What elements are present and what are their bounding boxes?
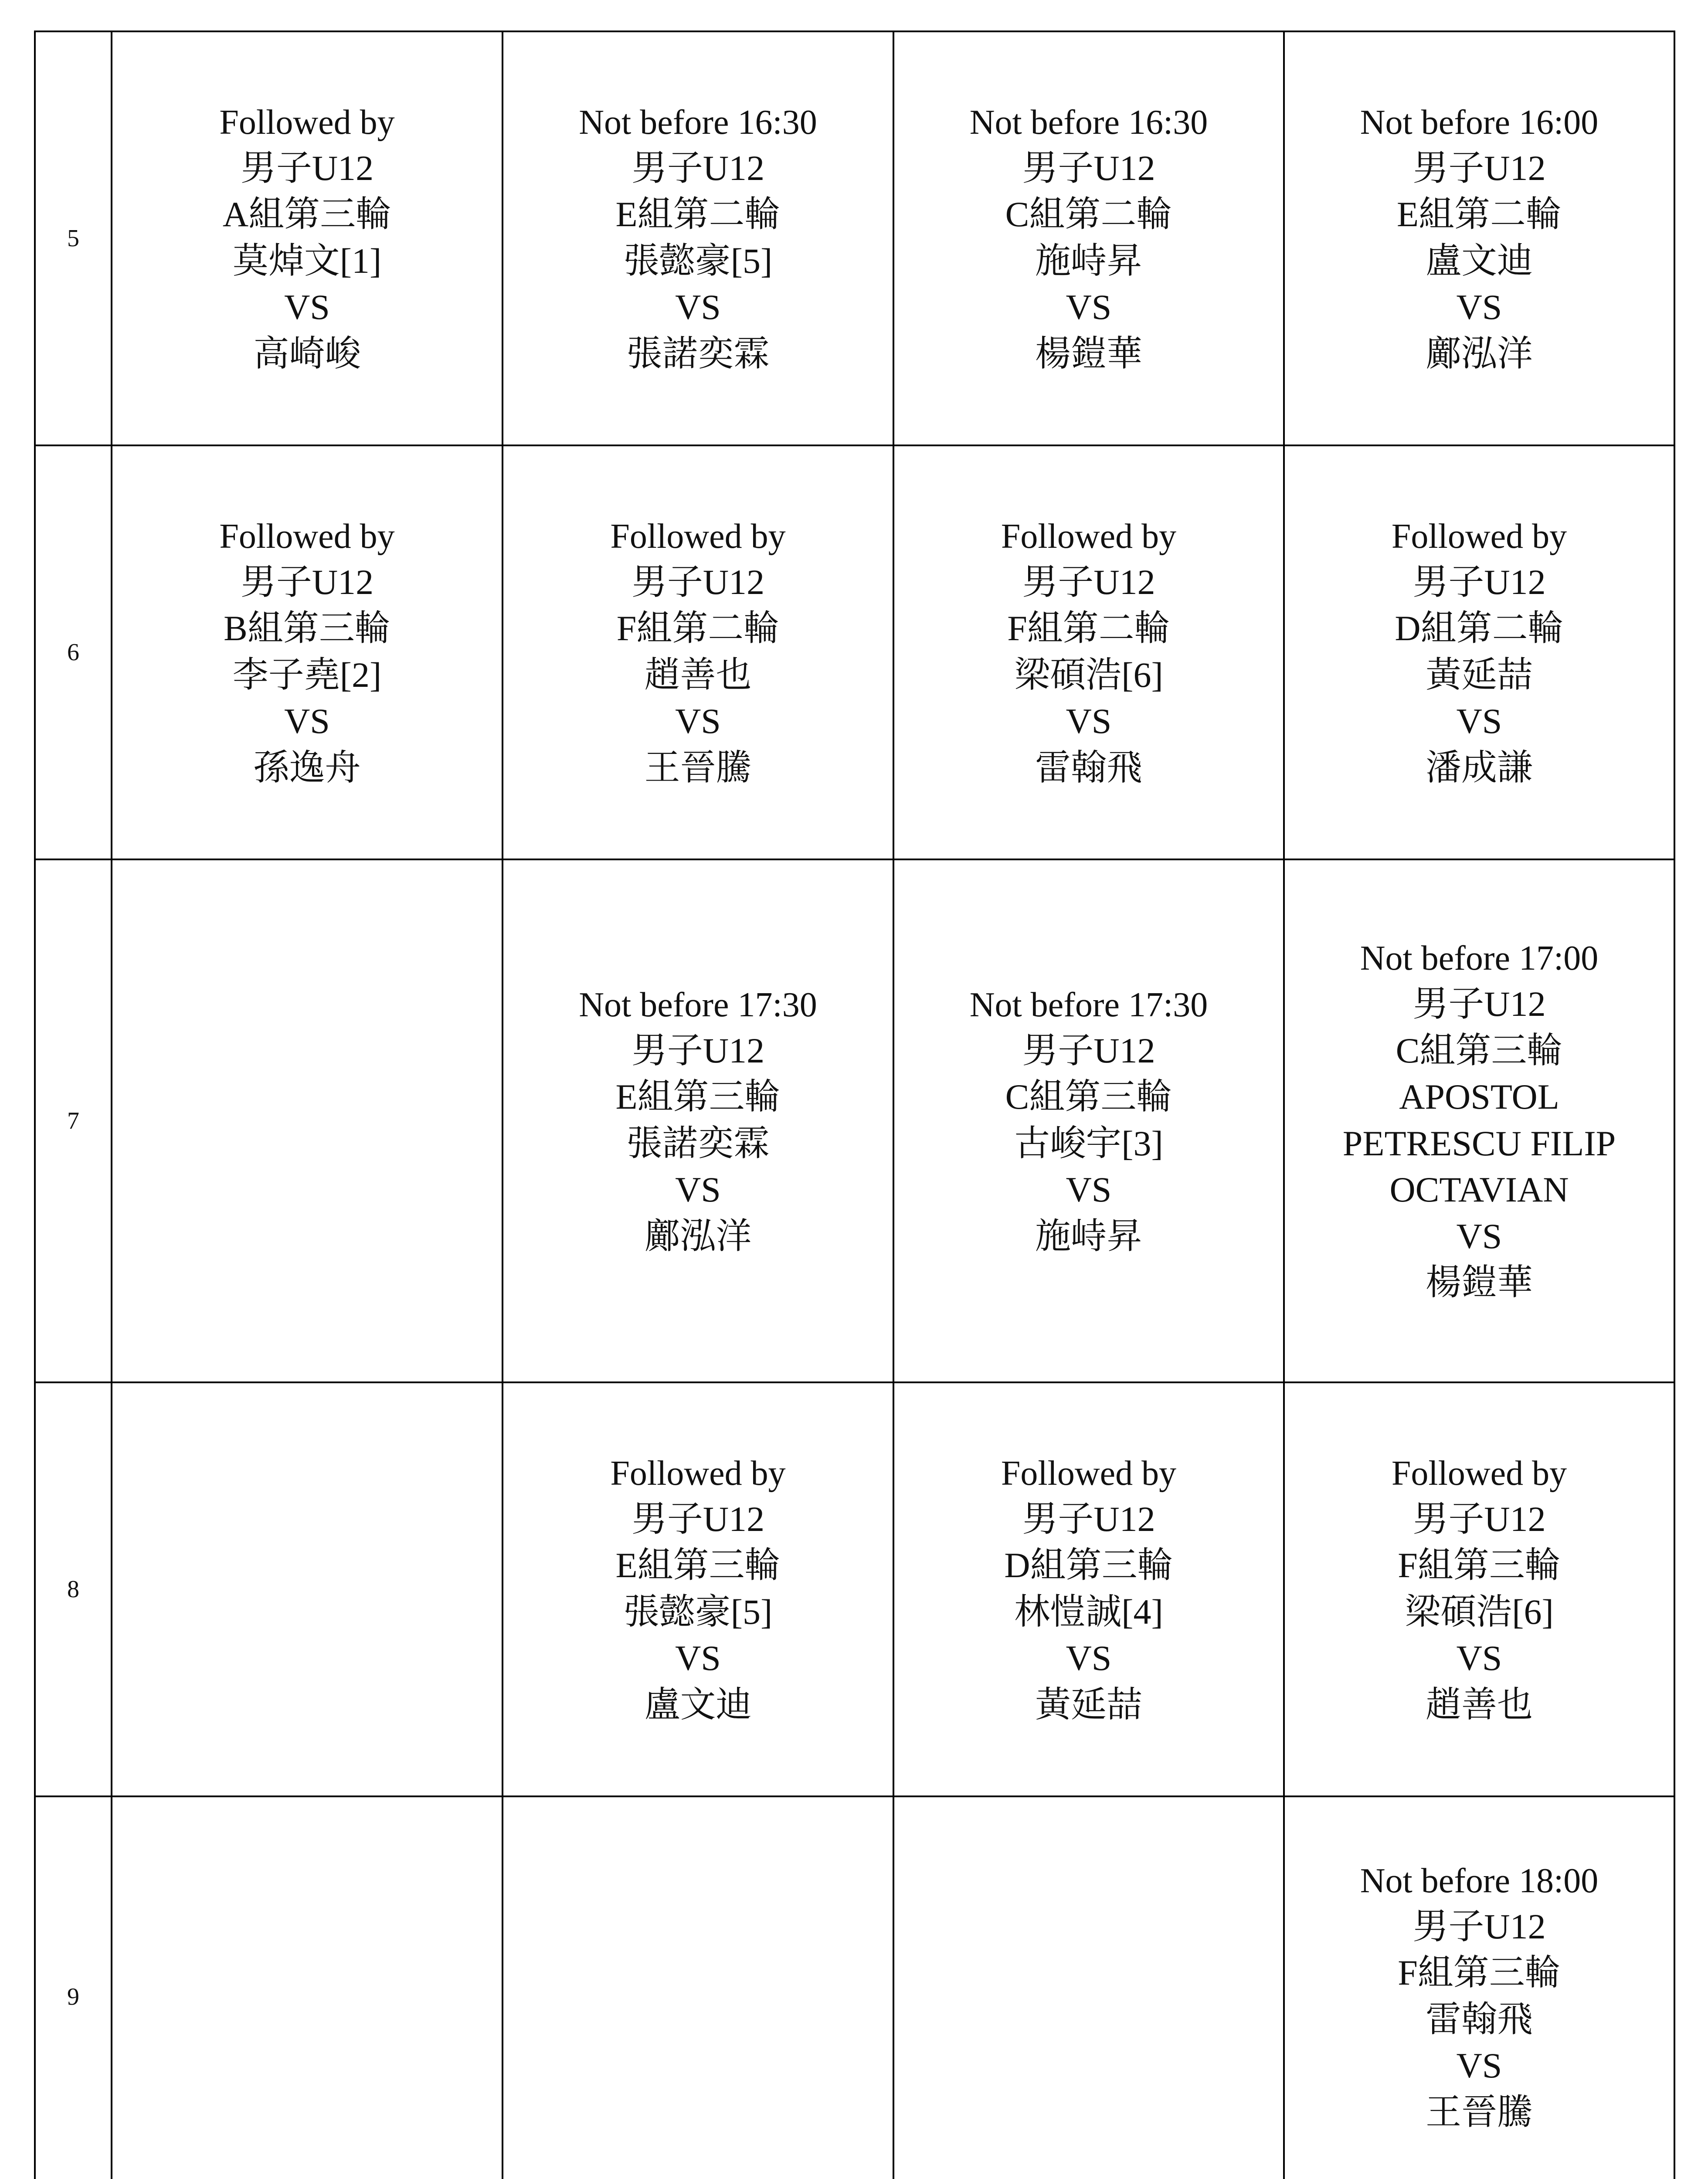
player-one: 黃延喆 [1425, 655, 1533, 695]
schedule-row-7 [35, 859, 1674, 1382]
versus-label: VS [1066, 1170, 1112, 1210]
match-timing: Followed by [219, 103, 395, 142]
match-cell [893, 859, 1284, 1382]
player-one: 張懿豪[5] [623, 1592, 773, 1632]
row-number: 7 [35, 859, 112, 1382]
match-category: 男子U12 [1413, 984, 1546, 1024]
match-group-round: E組第二輪 [615, 194, 781, 234]
player-one: 雷翰飛 [1425, 1999, 1533, 2039]
match-category: 男子U12 [1413, 148, 1546, 188]
player-one: 梁碩浩[6] [1405, 1592, 1554, 1632]
player-one-line: OCTAVIAN [1389, 1170, 1569, 1210]
player-two: 鄺泓洋 [1425, 333, 1533, 373]
match-cell [1284, 1382, 1674, 1796]
player-two: 潘成謙 [1425, 747, 1533, 787]
player-one: 李子堯[2] [232, 655, 382, 695]
match-category: 男子U12 [1413, 562, 1546, 602]
match-cell [893, 31, 1284, 445]
player-two: 高崎峻 [253, 333, 361, 373]
player-one: 施峙昇 [1035, 241, 1142, 281]
player-two: 黃延喆 [1035, 1684, 1142, 1724]
schedule-row-9 [35, 1796, 1674, 2179]
empty-match-cell [112, 1796, 503, 2179]
versus-label: VS [1456, 2046, 1502, 2086]
player-two: 盧文迪 [644, 1684, 752, 1724]
player-two: 王晉騰 [644, 747, 752, 787]
player-two: 楊鎧華 [1425, 1263, 1533, 1303]
match-group-round: D組第三輪 [1004, 1545, 1173, 1585]
match-cell [503, 445, 893, 859]
match-group-round: C組第三輪 [1396, 1030, 1563, 1070]
versus-label: VS [675, 1638, 721, 1678]
versus-label: VS [1456, 1638, 1502, 1678]
versus-label: VS [1066, 287, 1112, 327]
match-category: 男子U12 [1022, 562, 1155, 602]
match-group-round: F組第二輪 [616, 608, 780, 648]
empty-match-cell [112, 859, 503, 1382]
player-one: 古峻宇[3] [1014, 1123, 1163, 1163]
match-category: 男子U12 [631, 1499, 765, 1539]
player-one-line: PETRESCU FILIP [1342, 1123, 1616, 1163]
match-category: 男子U12 [1022, 148, 1155, 188]
match-cell [893, 445, 1284, 859]
versus-label: VS [1456, 287, 1502, 327]
match-group-round: F組第二輪 [1007, 608, 1170, 648]
versus-label: VS [1066, 1638, 1112, 1678]
row-number: 5 [35, 31, 112, 445]
empty-match-cell [893, 1796, 1284, 2179]
versus-label: VS [284, 701, 330, 741]
row-number: 9 [35, 1796, 112, 2179]
player-two: 趙善也 [1425, 1684, 1533, 1724]
match-timing: Followed by [1001, 517, 1177, 556]
match-timing: Followed by [610, 517, 786, 556]
player-two: 王晉騰 [1425, 2092, 1533, 2132]
versus-label: VS [1456, 1216, 1502, 1256]
empty-match-cell [503, 1796, 893, 2179]
player-two: 楊鎧華 [1035, 333, 1142, 373]
player-one: 莫焯文[1] [232, 241, 382, 281]
match-category: 男子U12 [631, 562, 765, 602]
player-one: 張諾奕霖 [626, 1123, 770, 1163]
versus-label: VS [675, 287, 721, 327]
versus-label: VS [1456, 701, 1502, 741]
empty-match-cell [112, 1382, 503, 1796]
match-group-round: D組第二輪 [1395, 608, 1564, 648]
match-cell [1284, 1796, 1674, 2179]
player-one: 林愷誠[4] [1014, 1592, 1163, 1632]
match-timing: Followed by [219, 517, 395, 556]
versus-label: VS [675, 1170, 721, 1210]
match-cell [503, 31, 893, 445]
match-group-round: F組第三輪 [1398, 1953, 1561, 1993]
match-cell [1284, 445, 1674, 859]
player-one: 張懿豪[5] [623, 241, 773, 281]
match-category: 男子U12 [240, 148, 374, 188]
match-group-round: C組第三輪 [1005, 1077, 1172, 1117]
match-cell [893, 1382, 1284, 1796]
match-cell [112, 31, 503, 445]
match-group-round: A組第三輪 [222, 194, 392, 234]
player-two: 鄺泓洋 [644, 1216, 752, 1256]
match-category: 男子U12 [1022, 1499, 1155, 1539]
match-timing: Followed by [1391, 517, 1567, 556]
match-group-round: E組第二輪 [1396, 194, 1562, 234]
match-group-round: E組第三輪 [615, 1545, 781, 1585]
match-timing: Not before 16:30 [579, 103, 817, 142]
player-one: 盧文迪 [1425, 241, 1533, 281]
schedule-row-8 [35, 1382, 1674, 1796]
player-two: 雷翰飛 [1035, 747, 1142, 787]
match-group-round: F組第三輪 [1398, 1545, 1561, 1585]
match-timing: Not before 17:00 [1360, 939, 1599, 977]
match-group-round: E組第三輪 [615, 1077, 781, 1117]
player-two: 張諾奕霖 [626, 333, 770, 373]
match-timing: Not before 16:30 [969, 103, 1208, 142]
schedule-row-5 [35, 31, 1674, 445]
versus-label: VS [284, 287, 330, 327]
versus-label: VS [1066, 701, 1112, 741]
match-cell [503, 859, 893, 1382]
match-timing: Not before 17:30 [969, 985, 1208, 1024]
match-cell [503, 1382, 893, 1796]
match-timing: Not before 17:30 [579, 985, 817, 1024]
player-one: 梁碩浩[6] [1014, 655, 1163, 695]
match-timing: Not before 18:00 [1360, 1861, 1599, 1900]
player-one-line: APOSTOL [1399, 1077, 1559, 1117]
player-two: 孫逸舟 [253, 747, 361, 787]
match-group-round: C組第二輪 [1005, 194, 1172, 234]
match-category: 男子U12 [631, 1030, 765, 1070]
match-timing: Followed by [1391, 1454, 1567, 1493]
schedule-sheet [34, 31, 1674, 2179]
match-category: 男子U12 [1413, 1906, 1546, 1946]
match-category: 男子U12 [631, 148, 765, 188]
match-timing: Followed by [1001, 1454, 1177, 1493]
player-one [1343, 1074, 1616, 1213]
match-category: 男子U12 [240, 562, 374, 602]
versus-label: VS [675, 701, 721, 741]
match-timing: Followed by [610, 1454, 786, 1493]
player-one: 趙善也 [644, 655, 752, 695]
row-number: 6 [35, 445, 112, 859]
match-cell [1284, 859, 1674, 1382]
match-timing: Not before 16:00 [1360, 103, 1599, 142]
match-cell [112, 445, 503, 859]
player-two: 施峙昇 [1035, 1216, 1142, 1256]
schedule-row-6 [35, 445, 1674, 859]
row-number: 8 [35, 1382, 112, 1796]
match-category: 男子U12 [1413, 1499, 1546, 1539]
match-group-round: B組第三輪 [224, 608, 390, 648]
match-cell [1284, 31, 1674, 445]
schedule-table [34, 31, 1675, 2179]
match-category: 男子U12 [1022, 1030, 1155, 1070]
